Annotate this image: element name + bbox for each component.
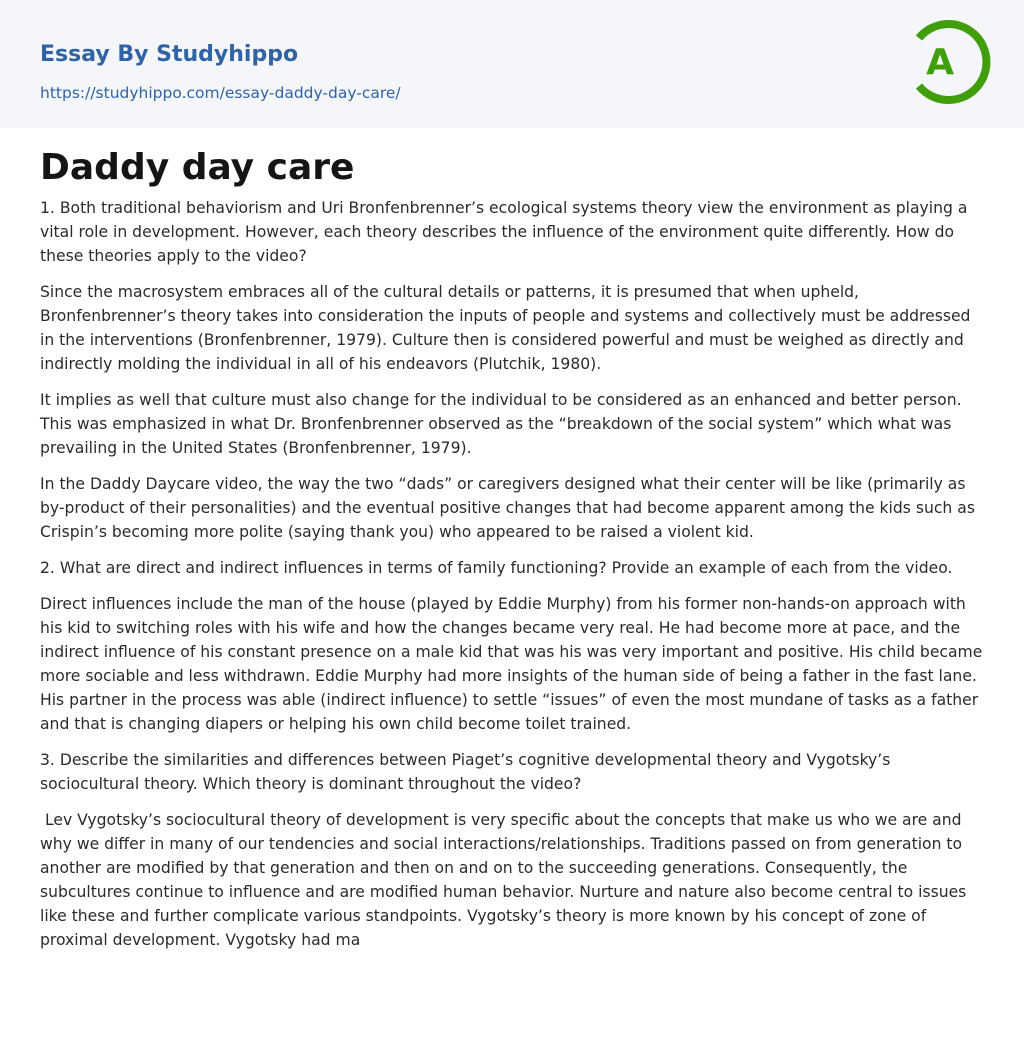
essay-paragraph: It implies as well that culture must also change for the individual to be considered as an enhanced and better person. This was emphasized in what Dr. Bronfenbrenner observed as the “breakdown of the social system” which what was prevailing in the United States (Bronfenbrenner, 1979).	[40, 391, 962, 457]
essay-url-link[interactable]: https://studyhippo.com/essay-daddy-day-care/	[40, 84, 401, 102]
essay-paragraph: Since the macrosystem embraces all of the cultural details or patterns, it is presumed that when upheld, Bronfenbrenner’s theory takes into consideration the inputs of people and systems and collectively must be addressed in the interventions (Bronfenbrenner, 1979). Culture then is considered powerful and must be weighed as directly and indirectly molding the individual in all of his endeavors (Plutchik, 1980).	[40, 283, 971, 373]
essay-content	[0, 128, 1024, 952]
site-header	[0, 0, 1024, 128]
essay-paragraph: 1. Both traditional behaviorism and Uri Bronfenbrenner’s ecological systems theory view the environment as playing a vital role in development. However, each theory describes the influence of the environment quite differently. How do these theories apply to the video?	[40, 199, 968, 265]
studyhippo-logo-icon[interactable]	[905, 18, 993, 106]
essay-paragraph: 3. Describe the similarities and differences between Piaget’s cognitive developmental theory and Vygotsky’s sociocultural theory. Which theory is dominant throughout the video?	[40, 751, 891, 793]
brand-title: Essay By Studyhippo	[40, 42, 299, 67]
svg-text:A: A	[926, 42, 954, 83]
essay-paragraph: In the Daddy Daycare video, the way the two “dads” or caregivers designed what their center will be like (primarily as by-product of their personalities) and the eventual positive changes that had become apparent among the kids such as Crispin’s becoming more polite (saying thank you) who appeared to be raised a violent kid.	[40, 475, 975, 541]
essay-paragraph: 2. What are direct and indirect influences in terms of family functioning? Provide an example of each from the video.	[40, 559, 953, 577]
essay-paragraph: Direct influences include the man of the house (played by Eddie Murphy) from his former non-hands-on approach with his kid to switching roles with his wife and how the changes became very real. He had become more at pace, and the indirect influence of his constant presence on a male kid that was his was very important and positive. His child became more sociable and less withdrawn. Eddie Murphy had more insights of the human side of being a father in the fast lane. His partner in the process was able (indirect influence) to settle “issues” of even the most mundane of tasks as a father and that is changing diapers or helping his own child become toilet trained.	[40, 595, 983, 733]
essay-title: Daddy day care	[40, 147, 355, 188]
essay-paragraph: Lev Vygotsky’s sociocultural theory of development is very specific about the concepts that make us who we are and why we differ in many of our tendencies and social interactions/relationships. Traditions passed on from generation to another are modified by that generation and then on and on to the succeeding generations. Consequently, the subcultures continue to influence and are modified human behavior. Nurture and nature also become central to issues like these and further complicate various standpoints. Vygotsky’s theory is more known by his concept of zone of proximal development. Vygotsky had ma	[40, 811, 972, 949]
